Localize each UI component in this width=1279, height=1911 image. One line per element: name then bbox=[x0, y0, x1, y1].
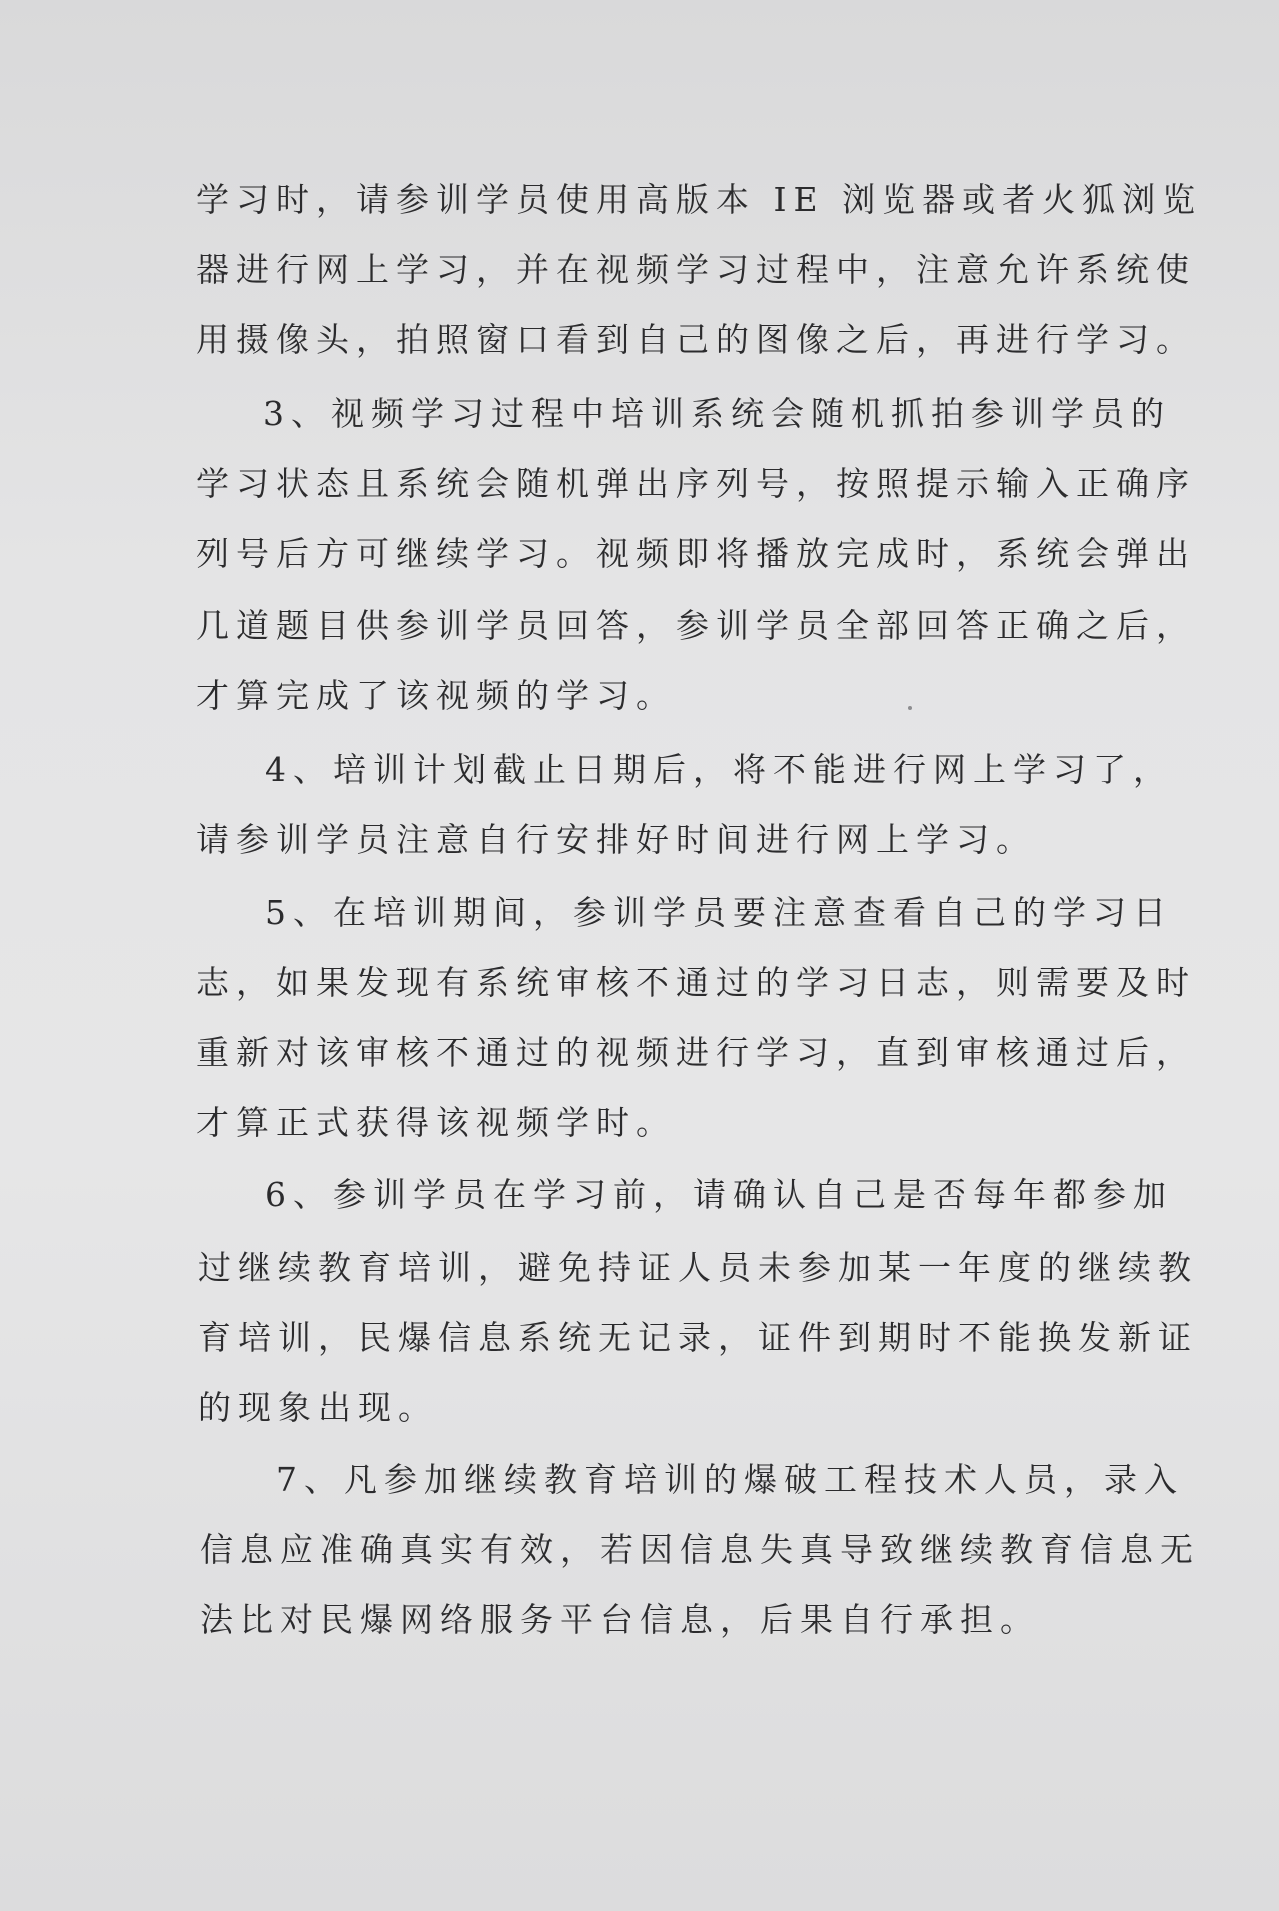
item-6-line-3: 育培训，民爆信息系统无记录，证件到期时不能换发新证 bbox=[198, 1318, 1198, 1357]
item-6-line-1: 6、参训学员在学习前，请确认自己是否每年都参加 bbox=[265, 1175, 1173, 1214]
item-5-line-4: 才算正式获得该视频学时。 bbox=[196, 1103, 676, 1142]
item-5-line-1: 5、在培训期间，参训学员要注意查看自己的学习日 bbox=[265, 893, 1173, 932]
item-3-line-5: 才算完成了该视频的学习。 bbox=[196, 676, 676, 715]
item-3-line-2: 学习状态且系统会随机弹出序列号，按照提示输入正确序 bbox=[196, 464, 1196, 503]
item-5-line-3: 重新对该审核不通过的视频进行学习，直到审核通过后， bbox=[196, 1033, 1196, 1072]
item-7-line-1: 7、凡参加继续教育培训的爆破工程技术人员，录入 bbox=[276, 1460, 1184, 1499]
paper-speck bbox=[908, 706, 912, 710]
text-line-2: 器进行网上学习，并在视频学习过程中，注意允许系统使 bbox=[196, 250, 1196, 289]
item-6-line-2: 过继续教育培训，避免持证人员未参加某一年度的继续教 bbox=[198, 1248, 1198, 1287]
text-line-1: 学习时，请参训学员使用高版本 IE 浏览器或者火狐浏览 bbox=[196, 180, 1203, 219]
item-3-line-4: 几道题目供参训学员回答，参训学员全部回答正确之后， bbox=[196, 606, 1196, 645]
item-4-line-1: 4、培训计划截止日期后，将不能进行网上学习了， bbox=[265, 750, 1173, 789]
item-3-line-3: 列号后方可继续学习。视频即将播放完成时，系统会弹出 bbox=[196, 534, 1196, 573]
item-4-line-2: 请参训学员注意自行安排好时间进行网上学习。 bbox=[196, 820, 1036, 859]
item-3-line-1: 3、视频学习过程中培训系统会随机抓拍参训学员的 bbox=[263, 394, 1171, 433]
text-line-3: 用摄像头，拍照窗口看到自己的图像之后，再进行学习。 bbox=[196, 320, 1196, 359]
item-7-line-2: 信息应准确真实有效，若因信息失真导致继续教育信息无 bbox=[200, 1530, 1200, 1569]
item-6-line-4: 的现象出现。 bbox=[198, 1388, 438, 1427]
item-7-line-3: 法比对民爆网络服务平台信息，后果自行承担。 bbox=[200, 1600, 1040, 1639]
item-5-line-2: 志，如果发现有系统审核不通过的学习日志，则需要及时 bbox=[196, 963, 1196, 1002]
